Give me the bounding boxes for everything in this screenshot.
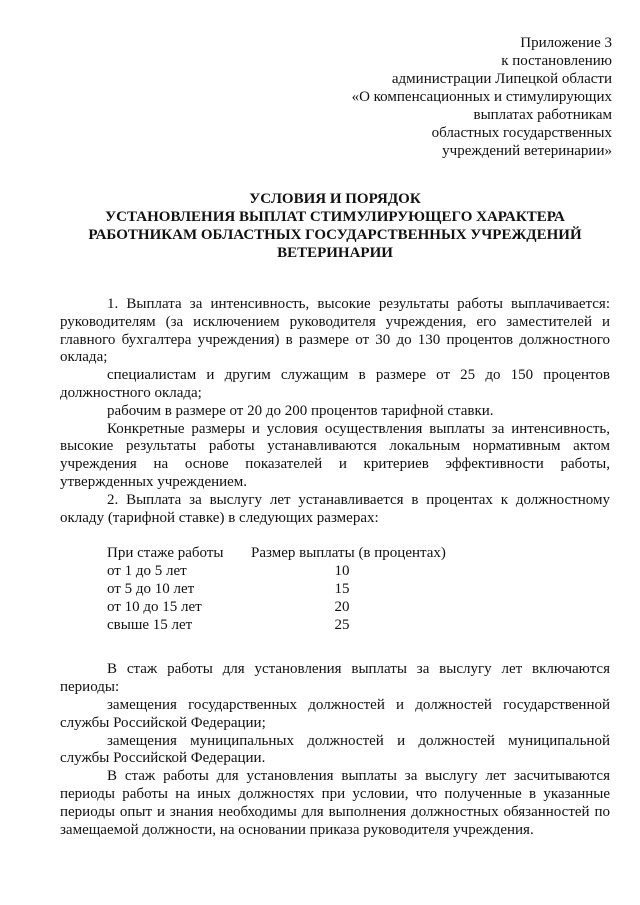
annex-line: «О компенсационных и стимулирующих: [351, 89, 612, 105]
annex-line: администрации Липецкой области: [391, 71, 612, 87]
title-line: ВЕТЕРИНАРИИ: [277, 245, 393, 261]
table-row: [60, 581, 610, 599]
annex-line: выплатах работникам: [473, 107, 612, 123]
annex-header: [312, 34, 612, 160]
paragraph: 2. Выплата за выслугу лет устанавливается в процентах к должностному окладу (тарифной ставке) в следующих размерах:: [60, 491, 610, 526]
seniority-period: от 10 до 15 лет: [107, 598, 202, 615]
title-line: РАБОТНИКАМ ОБЛАСТНЫХ ГОСУДАРСТВЕННЫХ УЧРЕЖДЕНИЙ: [88, 227, 582, 243]
paragraph: В стаж работы для установления выплаты за выслугу лет засчитываются периоды работы на иных должностях при условии, что полученные в указанные периоды опыт и знания необходимы для выполнения должностных обязанностей по замещаемой должности, на основании приказа руководителя учреждения.: [60, 768, 610, 838]
annex-line: Приложение 3: [520, 35, 612, 51]
paragraph: специалистам и другим служащим в размере от 25 до 150 процентов должностного оклада;: [60, 367, 610, 401]
paragraph: замещения муниципальных должностей и должностей муниципальной службы Российской Федерации.: [60, 732, 610, 767]
table-header-row: [60, 545, 610, 563]
table-row: [60, 617, 610, 635]
paragraph: В стаж работы для установления выплаты за выслугу лет включаются периоды:: [60, 661, 610, 696]
paragraph: рабочим в размере от 20 до 200 процентов тарифной ставки.: [107, 402, 494, 419]
title-line: УСЛОВИЯ И ПОРЯДОК: [249, 191, 421, 207]
payment-percent: 15: [334, 580, 350, 597]
payment-percent: 25: [334, 616, 350, 633]
table-row: [60, 563, 610, 581]
seniority-table: [60, 545, 610, 639]
seniority-period: от 1 до 5 лет: [107, 563, 187, 580]
paragraph: замещения государственных должностей и должностей государственной службы Российской Федерации;: [60, 696, 610, 731]
paragraph: 1. Выплата за интенсивность, высокие результаты работы выплачивается: руководителям (за исключением руководителя учреждения, его заместителей и главного бухгалтера учреждения) в размере от 30 до 130 процентов должностного оклада;: [60, 296, 610, 366]
column-header-payment: Размер выплаты (в процентах): [251, 545, 446, 562]
column-header-seniority: При стаже работы: [107, 545, 224, 562]
document-body: [60, 296, 610, 839]
seniority-period: от 5 до 10 лет: [107, 580, 195, 597]
document-title: [60, 190, 610, 262]
title-line: УСТАНОВЛЕНИЯ ВЫПЛАТ СТИМУЛИРУЮЩЕГО ХАРАКТЕРА: [105, 209, 565, 225]
table-row: [60, 599, 610, 617]
annex-line: учреждений ветеринарии»: [442, 143, 612, 159]
annex-line: к постановлению: [501, 53, 612, 69]
annex-line: областных государственных: [431, 125, 612, 141]
payment-percent: 10: [334, 563, 350, 580]
seniority-period: свыше 15 лет: [107, 616, 193, 633]
payment-percent: 20: [334, 598, 350, 615]
paragraph: Конкретные размеры и условия осуществления выплаты за интенсивность, высокие результаты работы устанавливаются локальным нормативным актом учреждения на основе показателей и критериев эффективности работы, утвержденных учреждением.: [60, 420, 610, 490]
